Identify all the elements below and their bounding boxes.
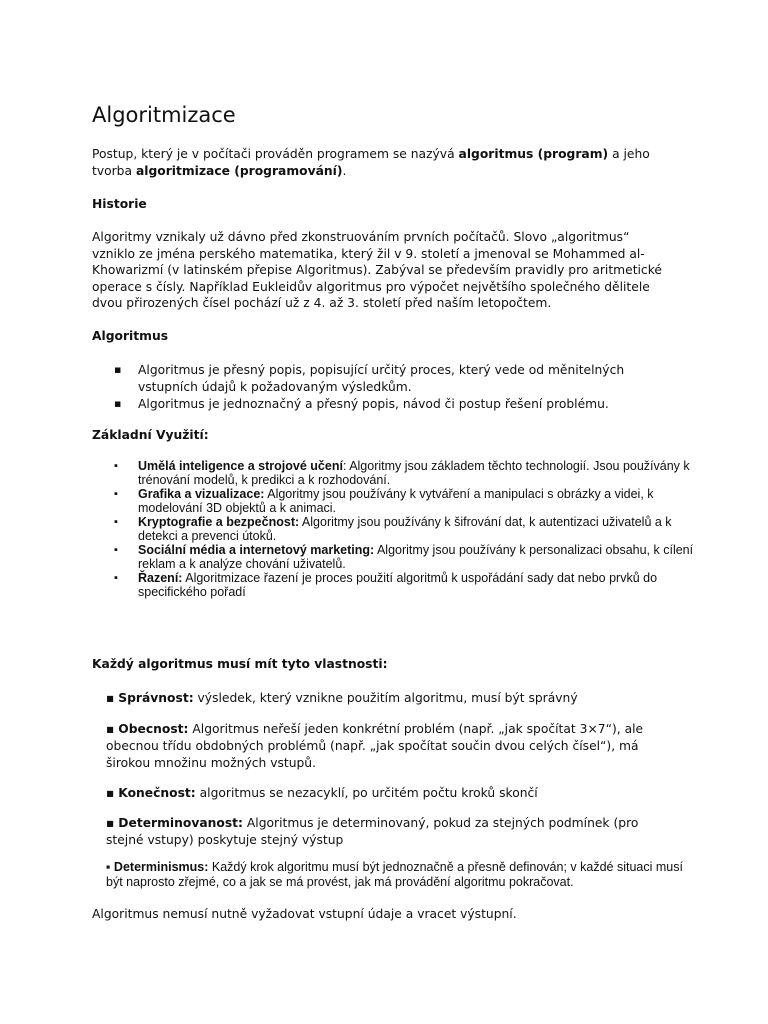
bullet-icon: ▪ <box>114 572 118 584</box>
property-determinacy: ▪ Determinovanost: Algoritmus je determinovaný, pokud za stejných podmínek (pro stejné vstupy) poskytuje stejný výstup <box>106 816 639 847</box>
bullet-icon: ▪ <box>114 488 118 500</box>
intro-bold-1: algoritmus (program) <box>458 147 609 161</box>
intro-text-1: Postup, který je v počítači prováděn programem se nazývá <box>92 147 459 161</box>
properties-heading: Každý algoritmus musí mít tyto vlastnosti: <box>92 657 388 671</box>
history-paragraph: Algoritmy vznikaly už dávno před zkonstruováním prvních počítačů. Slovo „algoritmus“ vzniklo ze jména perského matematika, který žil v 9. století a jmenoval se Mohammed al-Khowarizmí (v latinském přepise Algoritmus). Zabýval se především pravidly pro aritmetické operace s čísly. Například Eukleidův algoritmus pro výpočet největšího společného dělitele dvou přirozených čísel pochází už z 4. až 3. století před naším letopočtem. <box>92 230 662 310</box>
bullet-icon: ▪ <box>114 397 122 410</box>
property-determinism: ▪ Determinismus: Každý krok algoritmu musí být jednoznačně a přesně definován; v každé situaci musí být naprosto zřejmé, co a jak se má provést, jak má provádění algoritmu pokračovat. <box>106 860 683 889</box>
list-item: ▪ Sociální média a internetový marketing: Algoritmy jsou používány k personalizaci obsahu, k cílení reklam a k analýze chování uživatelů. <box>114 543 694 571</box>
property-correctness: ▪ Správnost: výsledek, který vznikne použitím algoritmu, musí být správný <box>106 691 578 705</box>
intro-paragraph <box>92 146 692 179</box>
usage-list <box>114 460 704 600</box>
intro-text-3: . <box>342 163 347 178</box>
bullet-icon: ▪ <box>106 786 115 800</box>
bullet-icon: ▪ <box>114 544 118 556</box>
intro-text-2: a jeho tvorba <box>92 147 650 178</box>
bullet-icon: ▪ <box>114 460 118 472</box>
history-heading: Historie <box>92 197 147 211</box>
bullet-icon: ▪ <box>106 691 115 705</box>
page-title: Algoritmizace <box>92 103 236 127</box>
list-item: ▪ Grafika a vizualizace: Algoritmy jsou používány k vytváření a manipulaci s obrázky a videi, k modelování 3D objektů a k animaci. <box>114 487 654 515</box>
list-item: ▪ Řazení: Algoritmizace řazení je proces použití algoritmů k uspořádání sady dat nebo prvků do specifického pořadí <box>114 571 658 599</box>
bullet-icon: ▪ <box>106 860 111 874</box>
algoritmus-heading: Algoritmus <box>92 329 169 343</box>
bullet-icon: ▪ <box>106 816 115 830</box>
property-finiteness: ▪ Konečnost: algoritmus se nezacyklí, po určitém počtu kroků skončí <box>106 786 538 800</box>
list-item: ▪ Umělá inteligence a strojové učení: Algoritmy jsou základem těchto technologií. Jsou používány k trénování modelů, k predikci a k rozhodování. <box>114 459 690 487</box>
list-item: ▪ Kryptografie a bezpečnost: Algoritmy jsou používány k šifrování dat, k autentizaci uživatelů a k detekci a prevenci útoků. <box>114 515 672 543</box>
intro-bold-2: algoritmizace (programování) <box>135 163 343 178</box>
bullet-icon: ▪ <box>106 722 115 736</box>
bullet-icon: ▪ <box>114 363 122 376</box>
footer-paragraph: Algoritmus nemusí nutně vyžadovat vstupní údaje a vracet výstupní. <box>92 907 517 921</box>
algoritmus-list <box>114 362 634 414</box>
property-generality: ▪ Obecnost: Algoritmus neřeší jeden konkrétní problém (např. „jak spočítat 3×7“), ale obecnou třídu obdobných problémů (např. „jak spočítat součin dvou celých čísel“), má širokou množinu možných vstupů. <box>106 722 644 770</box>
list-item: ▪ Algoritmus je přesný popis, popisující určitý proces, který vede od měnitelných vstupních údajů k požadovaným výsledkům. <box>114 363 625 394</box>
list-item: ▪ Algoritmus je jednoznačný a přesný popis, návod či postup řešení problému. <box>114 397 609 411</box>
usage-heading: Základní Využití: <box>92 428 209 442</box>
bullet-icon: ▪ <box>114 516 118 528</box>
